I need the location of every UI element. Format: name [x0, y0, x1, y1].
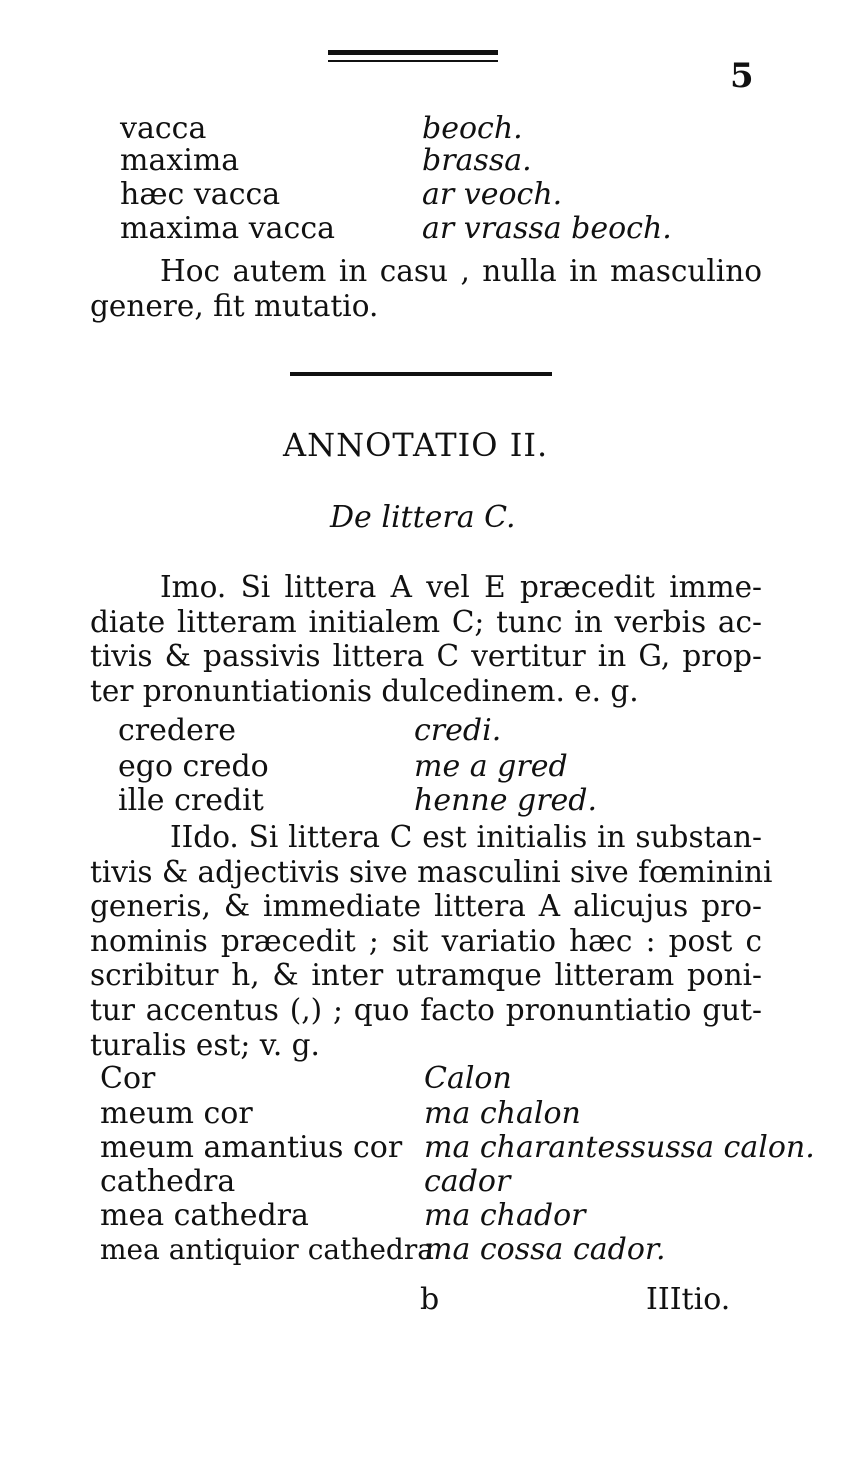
- text-line: scribitur h, & inter utramque litteram poni-: [90, 958, 762, 993]
- latin-term: ille credit: [118, 783, 264, 818]
- text-line: diate litteram initialem C; tunc in verbis ac-: [90, 604, 762, 639]
- text-line: nominis præcedit ; sit variatio hæc : post c: [90, 923, 762, 958]
- top-rule: [328, 50, 498, 55]
- translation: ma cossa cador.: [424, 1232, 666, 1267]
- latin-term: ego credo: [118, 749, 269, 784]
- signature-mark: b: [420, 1282, 440, 1317]
- latin-term: meum cor: [100, 1096, 253, 1131]
- latin-term: credere: [118, 713, 236, 748]
- text-line: tivis & adjectivis sive masculini sive fœminini: [90, 854, 773, 889]
- text-line: IIdo. Si littera C est initialis in substan-: [170, 820, 762, 854]
- translation: henne gred.: [414, 783, 598, 818]
- latin-term: hæc vacca: [120, 177, 281, 212]
- translation: cador: [424, 1164, 511, 1199]
- translation: ma chador: [424, 1198, 586, 1233]
- translation: brassa.: [422, 143, 532, 178]
- translation: credi.: [414, 713, 502, 748]
- translation: Calon: [424, 1061, 512, 1096]
- paragraph-2: [90, 570, 762, 708]
- latin-term: Cor: [100, 1061, 156, 1096]
- paragraph-1: [90, 254, 762, 323]
- text-line: ter pronuntiationis dulcedinem. e. g.: [90, 673, 639, 708]
- text-line: Hoc autem in casu , nulla in masculino: [160, 254, 762, 288]
- catchword: IIItio.: [646, 1282, 731, 1317]
- text-line: tur accentus (,) ; quo facto pronuntiatio gut-: [90, 992, 762, 1027]
- latin-term: meum amantius cor: [100, 1130, 403, 1165]
- section-heading: ANNOTATIO II.: [283, 426, 549, 464]
- text-line: tivis & passivis littera C vertitur in G, prop-: [90, 639, 762, 674]
- section-rule: [290, 372, 552, 376]
- translation: ma chalon: [424, 1096, 581, 1131]
- latin-term: mea antiquior cathedra: [100, 1233, 434, 1266]
- translation: ar veoch.: [422, 177, 563, 212]
- translation: ar vrassa beoch.: [422, 211, 672, 246]
- translation: beoch.: [422, 111, 523, 146]
- translation: me a gred: [414, 749, 568, 784]
- latin-term: maxima: [120, 143, 240, 178]
- latin-term: vacca: [120, 111, 207, 146]
- translation: ma charantessussa calon.: [424, 1130, 815, 1165]
- paragraph-3: [90, 820, 773, 1062]
- text-line: genere, fit mutatio.: [90, 288, 379, 323]
- text-line: Imo. Si littera A vel E præcedit imme-: [160, 570, 762, 604]
- section-subheading: De littera C.: [330, 500, 516, 535]
- top-rule-thin: [328, 60, 498, 62]
- latin-term: cathedra: [100, 1164, 236, 1199]
- latin-term: mea cathedra: [100, 1198, 309, 1233]
- latin-term: maxima vacca: [120, 211, 336, 246]
- text-line: generis, & immediate littera A alicujus pro-: [90, 889, 762, 924]
- page-number: 5: [730, 56, 754, 96]
- text-line: turalis est; v. g.: [90, 1027, 320, 1062]
